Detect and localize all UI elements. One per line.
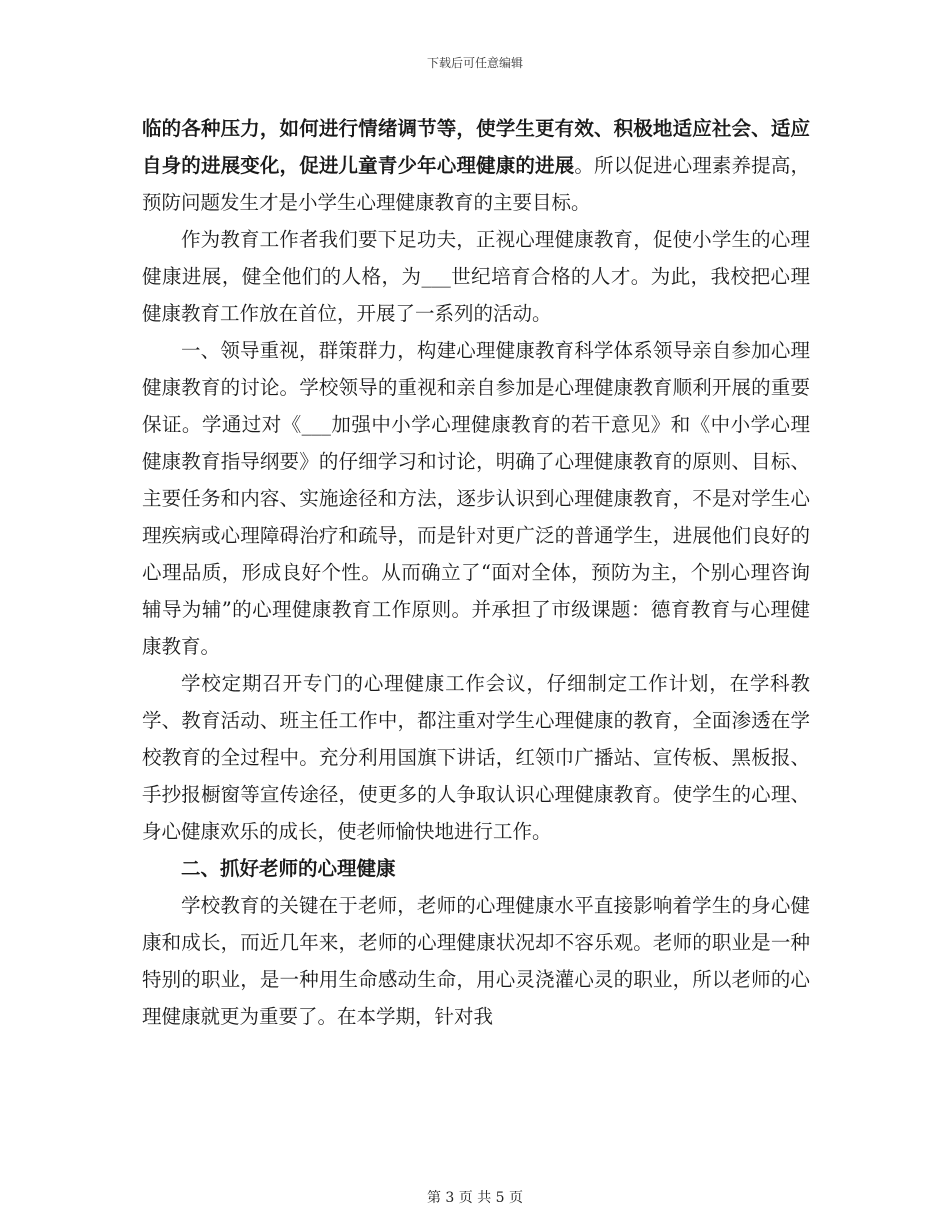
paragraph-3: 一、领导重视，群策群力，构建心理健康教育科学体系领导亲自参加心理健康教育的讨论。学校领导的重视和亲自参加是心理健康教育顺利开展的重要保证。学通过对《___加强中小学心理健康教育的若干意见》和《中小学心理健康教育指导纲要》的仔细学习和讨论，明确了心理健康教育的原则、目标、主要任务和内容、实施途径和方法，逐步认识到心理健康教育，不是对学生心理疾病或心理障碍治疗和疏导，而是针对更广泛的普通学生，进展他们良好的心理品质，形成良好个性。从而确立了“面对全体，预防为主，个别心理咨询辅导为辅”的心理健康教育工作原则。并承担了市级课题：德育教育与心理健康教育。 bbox=[142, 339, 810, 658]
paragraph-1 bbox=[142, 110, 810, 221]
section-heading-2-text: 二、抓好老师的心理健康 bbox=[181, 857, 396, 880]
paragraph-2: 作为教育工作者我们要下足功夫，正视心理健康教育，促使小学生的心理健康进展，健全他们的人格，为___世纪培育合格的人才。为此，我校把心理健康教育工作放在首位，开展了一系列的活动。 bbox=[142, 228, 810, 325]
paragraph-1-bold: 临的各种压力，如何进行情绪调节等，使学生更有效、积极地适应社会、适应自身的进展变化，促进儿童青少年心理健康的进展 bbox=[142, 117, 810, 177]
page-footer: 第 3 页 共 5 页 bbox=[426, 1190, 524, 1206]
page-header: 下载后可任意编辑 bbox=[426, 56, 523, 70]
paragraph-1-rest: 。所以促进心理素养提高，预防问题发生才是小学生心理健康教育的主要目标。 bbox=[142, 154, 810, 214]
document-body bbox=[142, 110, 810, 1035]
paragraph-5: 学校教育的关键在于老师，老师的心理健康水平直接影响着学生的身心健康和成长，而近几年来，老师的心理健康状况却不容乐观。老师的职业是一种特别的职业，是一种用生命感动生命，用心灵浇灌心灵的职业，所以老师的心理健康就更为重要了。在本学期，针对我 bbox=[142, 894, 810, 1028]
paragraph-4: 学校定期召开专门的心理健康工作会议，仔细制定工作计划，在学科教学、教育活动、班主任工作中，都注重对学生心理健康的教育，全面渗透在学校教育的全过程中。充分利用国旗下讲话，红领巾广播站、宣传板、黑板报、手抄报橱窗等宣传途径，使更多的人争取认识心理健康教育。使学生的心理、身心健康欢乐的成长，使老师愉快地进行工作。 bbox=[142, 672, 810, 843]
section-heading-2 bbox=[142, 850, 810, 887]
